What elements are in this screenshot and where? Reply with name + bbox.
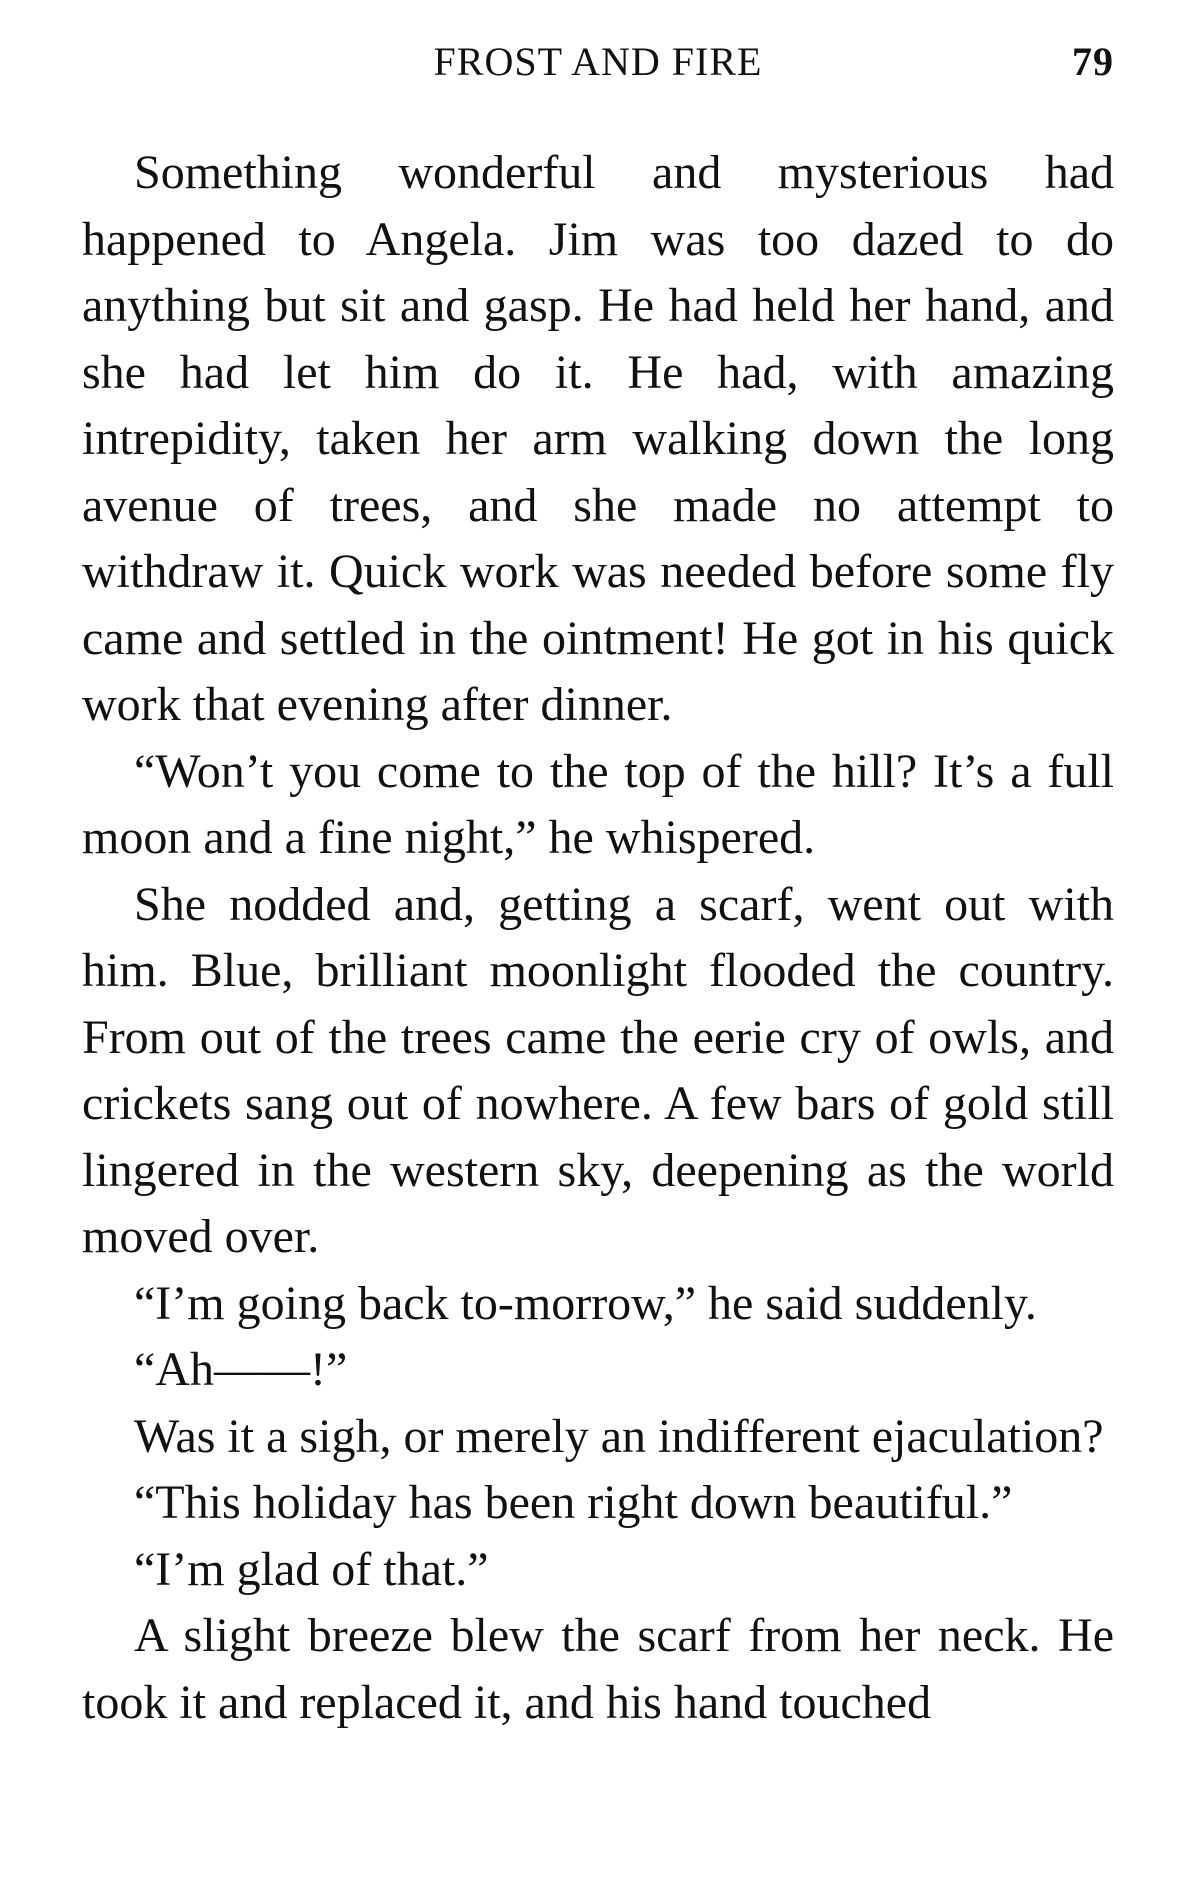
book-page (82, 30, 1114, 1736)
page-header (82, 30, 1114, 90)
page-number: 79 (1072, 39, 1114, 84)
body-text (82, 140, 1114, 1736)
paragraph: “Ah——!” (134, 1343, 348, 1396)
paragraph: Something wonderful and mysterious had happened to Angela. Jim was too dazed to do anything but sit and gasp. He had held her hand, and she had let him do it. He had, with amazing intrepidity, taken her arm walking down the long avenue of trees, and she made no attempt to withdraw it. Quick work was needed before some fly came and settled in the ointment! He got in his quick work that evening after dinner. (82, 146, 1114, 731)
paragraph: A slight breeze blew the scarf from her neck. He took it and replaced it, and his hand touched (82, 1609, 1114, 1729)
paragraph: “This holiday has been right down beautiful.” (134, 1476, 1013, 1529)
paragraph: She nodded and, getting a scarf, went out with him. Blue, brilliant moonlight flooded the country. From out of the trees came the eerie cry of owls, and crickets sang out of nowhere. A few bars of gold still lingered in the western sky, deepening as the world moved over. (82, 877, 1114, 1263)
paragraph: Was it a sigh, or merely an indifferent ejaculation? (134, 1409, 1104, 1463)
paragraph: “I’m glad of that.” (134, 1542, 489, 1596)
running-head: FROST AND FIRE (433, 39, 763, 84)
paragraph: “I’m going back to-morrow,” he said suddenly. (134, 1276, 1037, 1330)
paragraph: “Won’t you come to the top of the hill? It’s a full moon and a fine night,” he whispered. (82, 744, 1114, 864)
